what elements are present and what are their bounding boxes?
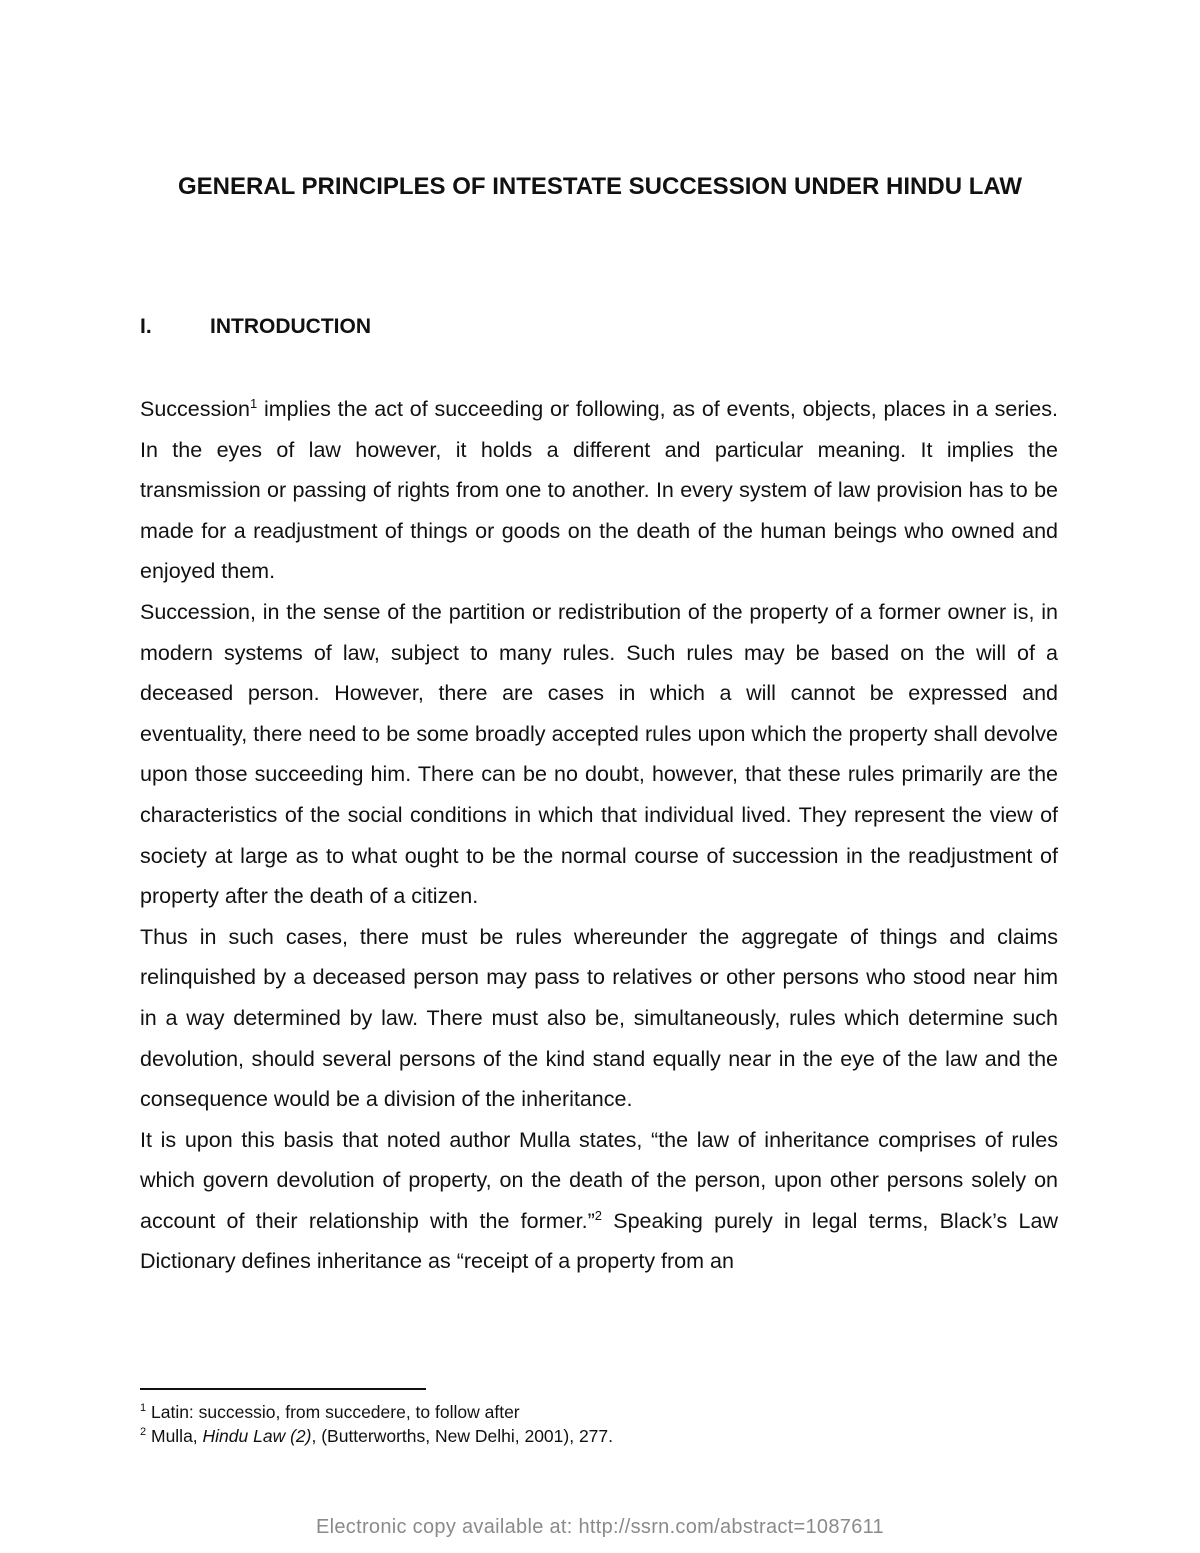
paragraph-1 <box>140 389 1058 592</box>
section-heading <box>140 314 371 340</box>
document-title: GENERAL PRINCIPLES OF INTESTATE SUCCESSION UNDER HINDU LAW <box>177 173 1023 200</box>
paragraph-text: implies the act of succeeding or following, as of events, objects, places in a series. In the eyes of law however, it holds a different and particular meaning. It implies the transmission or passing of rights from one to another. In every system of law provision has to be made for a readjustment of things or goods on the death of the human beings who owned and enjoyed them. <box>140 397 1058 584</box>
footnote-ref-2: 2 <box>594 1207 602 1223</box>
section-title: INTRODUCTION <box>210 315 371 338</box>
paragraph-text: It is upon this basis that noted author Mulla states, “the law of inheritance comprises of rules which govern devolution of property, on the death of the person, upon other persons solely on account of their relationship with the former.” <box>140 1127 1058 1233</box>
section-number: I. <box>140 315 152 338</box>
paragraph-3: Thus in such cases, there must be rules whereunder the aggregate of things and claims relinquished by a deceased person may pass to relatives or other persons who stood near him in a way determined by law. There must also be, simultaneously, rules which determine such devolution, should several persons of the kind stand equally near in the eye of the law and the consequence would be a division of the inheritance. <box>140 924 1058 1112</box>
footnotes <box>140 1400 1058 1448</box>
footnote-2 <box>140 1424 1058 1448</box>
footnote-book-title: Hindu Law (2) <box>202 1426 312 1446</box>
footnote-text: Mulla, <box>146 1426 203 1446</box>
paragraph-2: Succession, in the sense of the partition or redistribution of the property of a former owner is, in modern systems of law, subject to many rules. Such rules may be based on the will of a deceased person. However, there are cases in which a will cannot be expressed and eventuality, there need to be some broadly accepted rules upon which the property shall devolve upon those succeeding him. There can be no doubt, however, that these rules primarily are the characteristics of the social conditions in which that individual lived. They represent the view of society at large as to what ought to be the normal course of succession in the readjustment of property after the death of a citizen. <box>140 599 1058 909</box>
footnote-marker: 2 <box>140 1426 147 1439</box>
footnote-separator <box>140 1388 426 1390</box>
footnote-marker: 1 <box>140 1402 147 1415</box>
body-text <box>140 389 1058 1282</box>
paragraph-lead: Succession <box>140 397 250 421</box>
paragraph-4 <box>140 1120 1058 1282</box>
footnote-ref-1: 1 <box>249 395 258 411</box>
footnote-text: , (Butterworths, New Delhi, 2001), 277. <box>311 1426 614 1446</box>
footnote-text: Latin: successio, from succedere, to follow after <box>146 1402 520 1422</box>
paragraph-text: Speaking purely in legal terms, Black’s Law Dictionary defines inheritance as “receipt of a property from an <box>140 1208 1058 1274</box>
footnote-1 <box>140 1400 1058 1424</box>
watermark: Electronic copy available at: http://ssrn.com/abstract=1087611 <box>316 1516 884 1538</box>
